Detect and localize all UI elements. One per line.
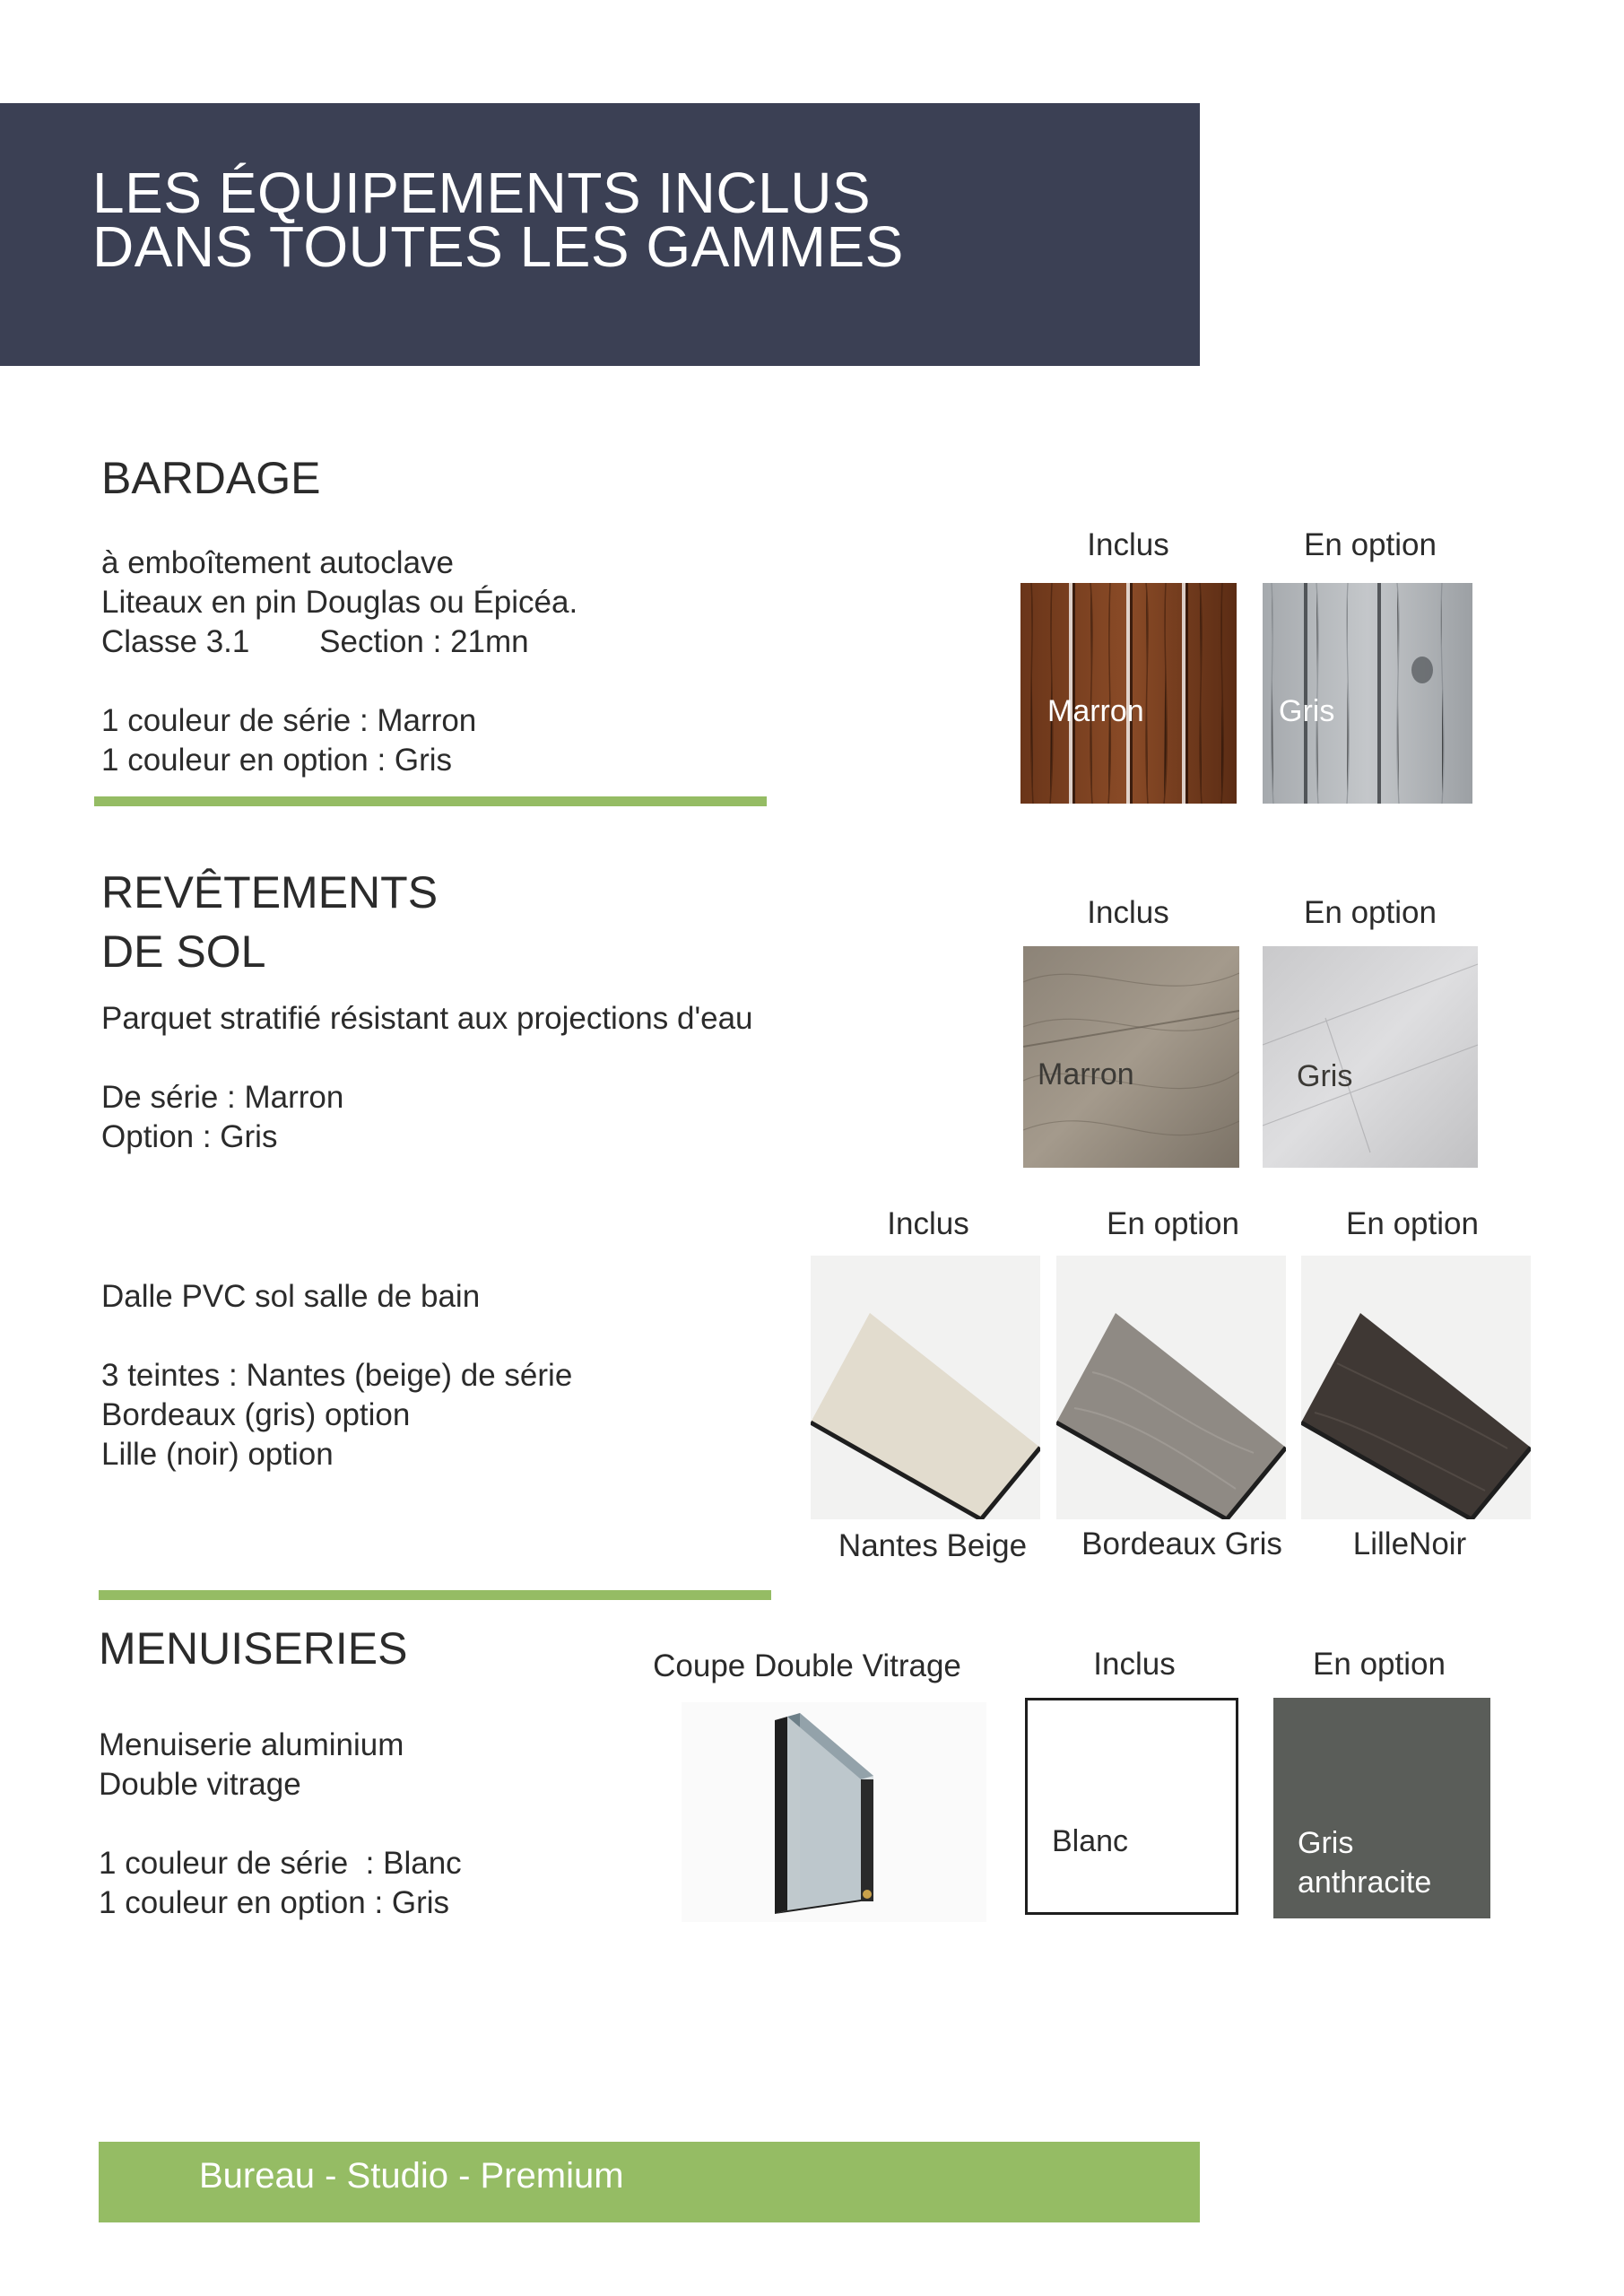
bardage-option-caption: En option (1304, 527, 1437, 562)
tile-beige-image (811, 1256, 1040, 1519)
bardage-option-swatch-label: Gris (1279, 694, 1335, 728)
bardage-line: 1 couleur en option : Gris (101, 743, 453, 778)
dalle-line: Lille (noir) option (101, 1437, 334, 1472)
page-title (92, 161, 904, 279)
bardage-line: à emboîtement autoclave (101, 545, 455, 580)
dalle-caption-3: En option (1346, 1206, 1479, 1241)
dalle-line: Dalle PVC sol salle de bain (101, 1279, 481, 1314)
dalle-caption-2: En option (1107, 1206, 1239, 1241)
section-divider (99, 1590, 771, 1600)
tile-grey-image (1056, 1256, 1286, 1519)
sol-line: Option : Gris (101, 1119, 278, 1154)
dalle-tile-label-3: LilleNoir (1352, 1526, 1467, 1561)
tile-black-image (1301, 1256, 1531, 1519)
menuiseries-swatch-blanc (1025, 1698, 1238, 1915)
section-divider (94, 796, 767, 806)
sol-option-caption: En option (1304, 895, 1437, 930)
bardage-included-swatch-label: Marron (1047, 694, 1144, 728)
menuiseries-included-swatch-label: Blanc (1052, 1824, 1129, 1858)
sol-included-swatch-label: Marron (1038, 1057, 1134, 1091)
wood-cladding-brown-image (1020, 583, 1237, 804)
dalle-tile-nantes (811, 1256, 1040, 1519)
laminate-grey-image (1263, 946, 1478, 1168)
footer-text: Bureau - Studio - Premium (199, 2156, 624, 2196)
sol-swatch-marron (1023, 946, 1239, 1168)
menuiseries-line: 1 couleur de série : Blanc (99, 1846, 462, 1881)
sol-title-line-1: REVÊTEMENTS (101, 867, 439, 918)
sol-line (101, 1039, 753, 1078)
double-glazing-cross-section (682, 1702, 986, 1922)
menuiseries-section-caption: Coupe Double Vitrage (653, 1648, 961, 1683)
sol-option-swatch-label: Gris (1297, 1059, 1353, 1093)
sol-line: De série : Marron (101, 1080, 344, 1115)
dalle-tile-lille (1301, 1256, 1531, 1519)
menuiseries-title: MENUISERIES (99, 1623, 408, 1674)
sol-included-caption: Inclus (1087, 895, 1169, 930)
menuiseries-included-caption: Inclus (1093, 1647, 1176, 1682)
bardage-swatch-marron (1020, 583, 1237, 804)
bardage-line (101, 662, 578, 701)
dalle-line: Bordeaux (gris) option (101, 1397, 411, 1432)
bardage-line: 1 couleur de série : Marron (101, 703, 477, 738)
menuiseries-swatch-gris-anthracite (1273, 1698, 1490, 1918)
dalle-line: 3 teintes : Nantes (beige) de série (101, 1358, 573, 1393)
menuiseries-line: 1 couleur en option : Gris (99, 1885, 450, 1920)
menuiseries-description (99, 1726, 462, 1923)
dalle-line (101, 1317, 572, 1356)
sol-swatch-gris (1263, 946, 1478, 1168)
bardage-line: Classe 3.1 Section : 21mn (101, 624, 529, 659)
menuiseries-option-swatch-label-line-1: Gris (1298, 1826, 1354, 1860)
bardage-line: Liteaux en pin Douglas ou Épicéa. (101, 585, 578, 620)
dalle-tile-label-2: Bordeaux Gris (1081, 1526, 1282, 1561)
sol-description (101, 999, 753, 1157)
menuiseries-option-swatch-label (1298, 1823, 1431, 1902)
bardage-swatch-gris (1263, 583, 1472, 804)
double-glazing-section-icon (682, 1702, 986, 1922)
dalle-description (101, 1277, 572, 1474)
sol-line: Parquet stratifié résistant aux projections d'eau (101, 1001, 753, 1036)
sol-title-line-2: DE SOL (101, 926, 266, 977)
menuiseries-option-swatch-label-line-2: anthracite (1298, 1866, 1432, 1900)
dalle-caption-1: Inclus (887, 1206, 969, 1241)
sol-title (101, 863, 438, 981)
bardage-description (101, 544, 578, 780)
menuiseries-option-caption: En option (1313, 1647, 1446, 1682)
menuiseries-line (99, 1805, 462, 1844)
bardage-title: BARDAGE (101, 453, 321, 503)
menuiseries-line: Menuiserie aluminium (99, 1727, 404, 1762)
bardage-included-caption: Inclus (1087, 527, 1169, 562)
dalle-tile-label-1: Nantes Beige (838, 1528, 1028, 1563)
menuiseries-line: Double vitrage (99, 1767, 301, 1802)
wood-cladding-grey-image (1263, 583, 1472, 804)
page-title-line-1: LES ÉQUIPEMENTS INCLUS (92, 161, 872, 225)
dalle-tile-bordeaux (1056, 1256, 1286, 1519)
page-title-line-2: DANS TOUTES LES GAMMES (92, 214, 904, 279)
